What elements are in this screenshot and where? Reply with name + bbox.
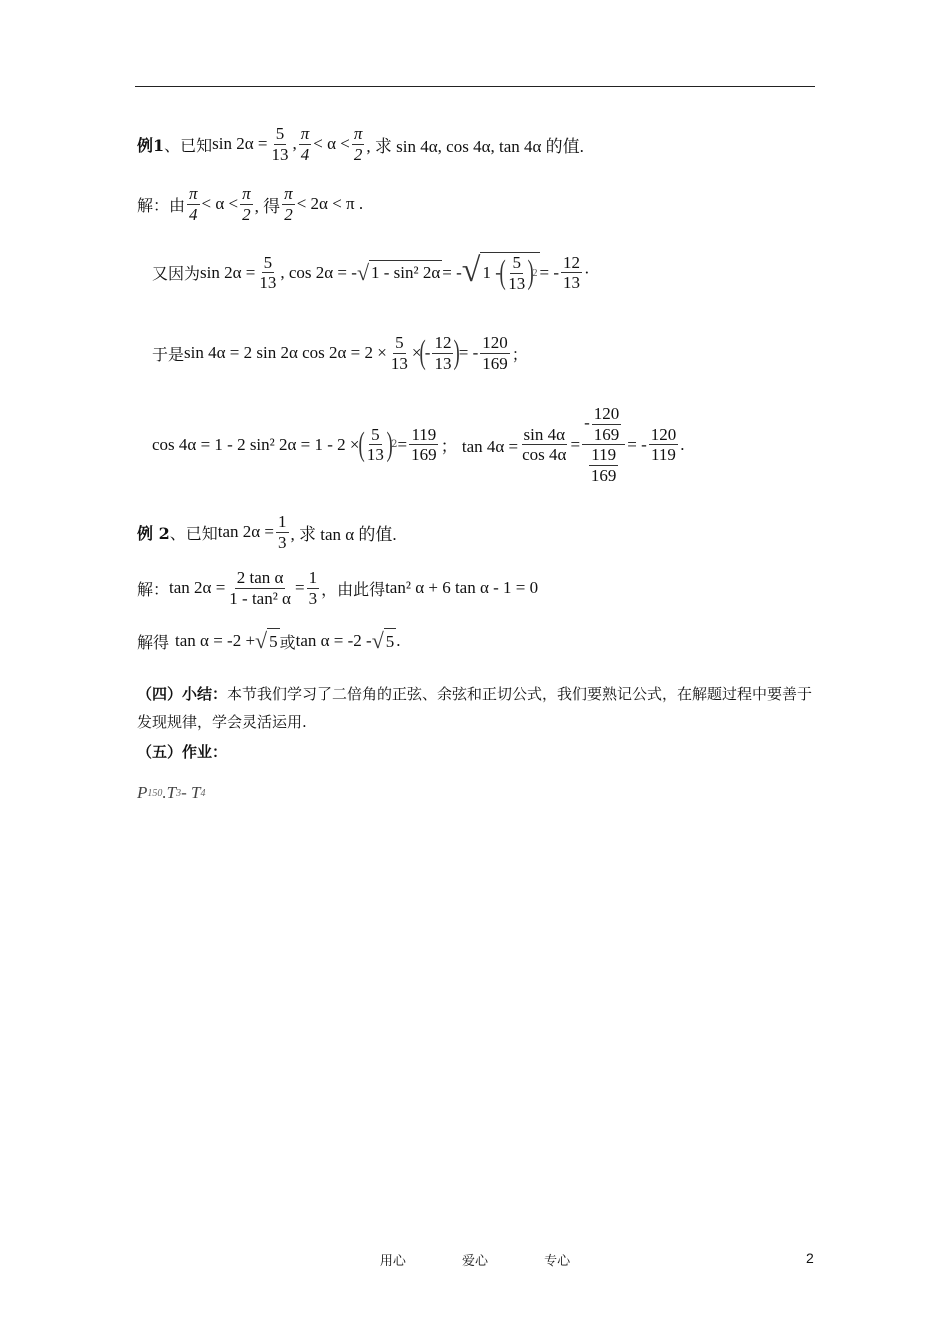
denominator: 169 xyxy=(482,353,508,373)
fraction-119-169 xyxy=(409,425,439,465)
fraction-120-169 xyxy=(592,404,622,444)
inequality-result: < 2α < π . xyxy=(296,194,364,214)
cos4a-expr: cos 4α = 1 - 2 sin² 2α = 1 - 2 × xyxy=(152,434,360,454)
homework-t3-sub: 3 xyxy=(176,787,182,799)
given-tan2a: tan 2α = xyxy=(217,522,274,542)
header-rule xyxy=(135,86,815,87)
dot: · xyxy=(584,262,590,282)
sqrt-icon: √ xyxy=(356,259,370,285)
fraction-1-3 xyxy=(276,512,289,552)
denominator: 169 xyxy=(590,465,617,485)
example-1-ask: , 求 sin 4α, cos 4α, tan 4α 的值. xyxy=(366,136,584,156)
radicand: 5 xyxy=(267,628,280,654)
numerator: π xyxy=(189,184,198,203)
numerator: 5 xyxy=(512,253,521,272)
example-1-statement xyxy=(137,124,584,164)
numerator: 2 tan α xyxy=(236,568,284,587)
example-2-statement xyxy=(137,512,397,552)
sqrt-expression-2 xyxy=(462,252,540,293)
sqrt-icon: √ xyxy=(461,252,481,289)
numerator: 12 xyxy=(434,333,452,352)
homework-t4-sub: 4 xyxy=(200,787,206,799)
solution-1-line-2 xyxy=(152,252,590,293)
period: . xyxy=(396,631,401,650)
solution-label: 解：由 xyxy=(137,195,186,215)
left-paren-icon: ( xyxy=(419,334,427,372)
denominator: 13 xyxy=(259,273,277,293)
summary-paragraph xyxy=(137,680,817,736)
exponent-2: 2 xyxy=(532,267,538,279)
equals: = xyxy=(570,434,581,454)
fraction-sin-over-cos xyxy=(520,425,568,465)
fraction-5-13 xyxy=(389,333,410,373)
numerator: 120 xyxy=(593,404,620,423)
because-text: 又因为 xyxy=(152,264,201,284)
minus: - xyxy=(584,412,590,432)
exponent-2: 2 xyxy=(391,439,398,451)
compound-denominator xyxy=(585,445,623,485)
sin4a-expr: sin 4α = 2 sin 2α cos 2α = 2 × xyxy=(184,343,387,363)
right-paren-icon: ) xyxy=(527,254,534,292)
example-1-label: 例1 xyxy=(137,135,165,155)
denominator: 3 xyxy=(278,532,287,552)
denominator: 4 xyxy=(300,144,310,164)
homework-heading: （五）作业： xyxy=(137,743,228,761)
equals-neg: = - xyxy=(627,434,647,454)
solution-2-line-1 xyxy=(137,568,538,608)
numerator: π xyxy=(353,124,363,143)
homework-assignment xyxy=(137,783,205,803)
right-paren-icon: ) xyxy=(453,334,461,372)
tan4a-expr: ； tan 4α = xyxy=(440,437,519,457)
inequality: < α < xyxy=(313,134,350,154)
numerator: 5 xyxy=(395,333,404,352)
sqrt-5 xyxy=(255,628,280,654)
homework-p-sub: 150 xyxy=(147,787,163,799)
numerator: 12 xyxy=(563,252,581,272)
radicand: 5 xyxy=(384,628,397,654)
fraction-5-13 xyxy=(506,253,527,293)
solution-2-line-2 xyxy=(137,628,401,654)
fraction-pi-2 xyxy=(282,184,295,224)
numerator: 5 xyxy=(275,124,285,143)
numerator: 1 xyxy=(308,568,318,587)
fraction-pi-2 xyxy=(240,184,253,224)
example-2-label: 例 2 xyxy=(137,523,170,543)
or-text: 或 xyxy=(279,632,296,652)
numerator: 1 xyxy=(278,512,287,531)
radicand-2 xyxy=(480,252,539,293)
denominator: 1 - tan² α xyxy=(229,588,291,608)
denominator: cos 4α xyxy=(522,445,567,465)
fraction-120-119 xyxy=(649,425,679,465)
semicolon: ； xyxy=(511,344,528,364)
times: × xyxy=(411,343,422,363)
summary-text: 本节我们学习了二倍角的正弦、余弦和正切公式，我们要熟记公式，在解题过程中要善于发现规律，学会灵活运用. xyxy=(137,685,813,731)
solution-label: 解： xyxy=(137,579,170,599)
denominator: 13 xyxy=(271,144,289,164)
example-1-prefix: 、已知 xyxy=(164,135,213,155)
inequality: < α < xyxy=(201,194,239,214)
fraction-1-3 xyxy=(307,568,320,608)
solve-text: 解得 xyxy=(137,632,170,652)
period: . xyxy=(680,434,685,454)
equals-neg: = - xyxy=(458,343,479,363)
fraction-pi-4 xyxy=(299,124,312,164)
denominator: 119 xyxy=(651,445,676,465)
homework-p: P xyxy=(137,783,148,802)
fraction-119-169 xyxy=(589,445,619,485)
numerator: π xyxy=(284,184,293,203)
equals-neg: = - xyxy=(442,262,462,282)
denominator: 2 xyxy=(242,204,251,224)
numerator: 120 xyxy=(482,333,508,352)
numerator: π xyxy=(300,124,310,143)
compound-fraction xyxy=(582,404,625,485)
numerator: 120 xyxy=(650,424,677,444)
page-number: 2 xyxy=(806,1250,814,1266)
hence-text: 于是 xyxy=(152,344,185,364)
given-sin2a: sin 2α = xyxy=(212,134,268,154)
fraction-pi-2 xyxy=(352,124,365,164)
root-2-expr: tan α = -2 - xyxy=(295,631,372,650)
denominator: 4 xyxy=(189,204,198,224)
numerator: 119 xyxy=(411,424,437,444)
denominator: 13 xyxy=(563,273,581,293)
numerator: sin 4α xyxy=(523,424,566,444)
sqrt-icon: √ xyxy=(255,628,268,653)
denominator: 13 xyxy=(390,353,408,373)
fraction-5-13 xyxy=(365,425,386,465)
numerator: 5 xyxy=(263,252,273,272)
quadratic-equation: tan² α + 6 tan α - 1 = 0 xyxy=(385,578,539,598)
sqrt-icon: √ xyxy=(371,628,384,653)
left-paren-icon: ( xyxy=(499,254,506,292)
fraction-5-13 xyxy=(270,124,291,164)
left-paren-icon: ( xyxy=(358,425,365,463)
homework-t4: - T xyxy=(181,783,201,802)
numerator: 119 xyxy=(591,445,617,465)
example-2-prefix: 、已知 xyxy=(169,523,218,543)
solution-1-line-4 xyxy=(152,404,684,485)
summary-heading: （四）小结： xyxy=(137,685,228,703)
cos2a-expr: , cos 2α = - xyxy=(280,262,357,282)
equals-neg: = - xyxy=(539,262,560,282)
thus-text: ，由此得 xyxy=(321,579,386,599)
numerator: π xyxy=(242,184,251,203)
denominator: 13 xyxy=(508,273,526,293)
compound-numerator xyxy=(582,404,625,445)
sin2a-expr: sin 2α = xyxy=(200,262,256,282)
example-2-ask: , 求 tan α 的值. xyxy=(290,524,397,544)
denominator: 169 xyxy=(411,445,437,465)
fraction-12-13 xyxy=(561,253,582,293)
one-minus: 1 - xyxy=(482,263,501,283)
minus: - xyxy=(424,343,431,363)
tan2a-expr: tan 2α = xyxy=(169,578,226,598)
homework-heading-line xyxy=(137,738,817,766)
denominator: 2 xyxy=(284,204,293,224)
denominator: 13 xyxy=(366,445,384,465)
denominator: 2 xyxy=(353,144,363,164)
fraction-120-169 xyxy=(480,333,510,373)
denominator: 3 xyxy=(308,588,318,608)
numerator: 5 xyxy=(371,424,380,444)
fraction-tan-identity xyxy=(227,568,293,608)
footer-item: 专心 xyxy=(544,1254,571,1269)
equals: = xyxy=(397,434,408,454)
sqrt-expression xyxy=(357,260,442,286)
solution-1-line-3 xyxy=(152,333,528,373)
radicand: 1 - sin² 2α xyxy=(369,260,442,286)
fraction-5-13 xyxy=(257,253,278,293)
equals: = xyxy=(294,578,305,598)
comma: , xyxy=(292,134,297,154)
solution-1-line-1 xyxy=(137,184,363,224)
sqrt-5 xyxy=(372,628,397,654)
therefore-text: , 得 xyxy=(254,196,281,216)
right-paren-icon: ) xyxy=(386,425,393,463)
fraction-12-13 xyxy=(432,333,453,373)
denominator: 169 xyxy=(593,424,620,444)
footer-item: 爱心 xyxy=(461,1254,488,1269)
homework-t3: .T xyxy=(162,783,177,802)
fraction-pi-4 xyxy=(187,184,200,224)
footer-item: 用心 xyxy=(379,1254,406,1269)
denominator: 13 xyxy=(434,353,452,373)
root-1-expr: tan α = -2 + xyxy=(175,631,256,650)
